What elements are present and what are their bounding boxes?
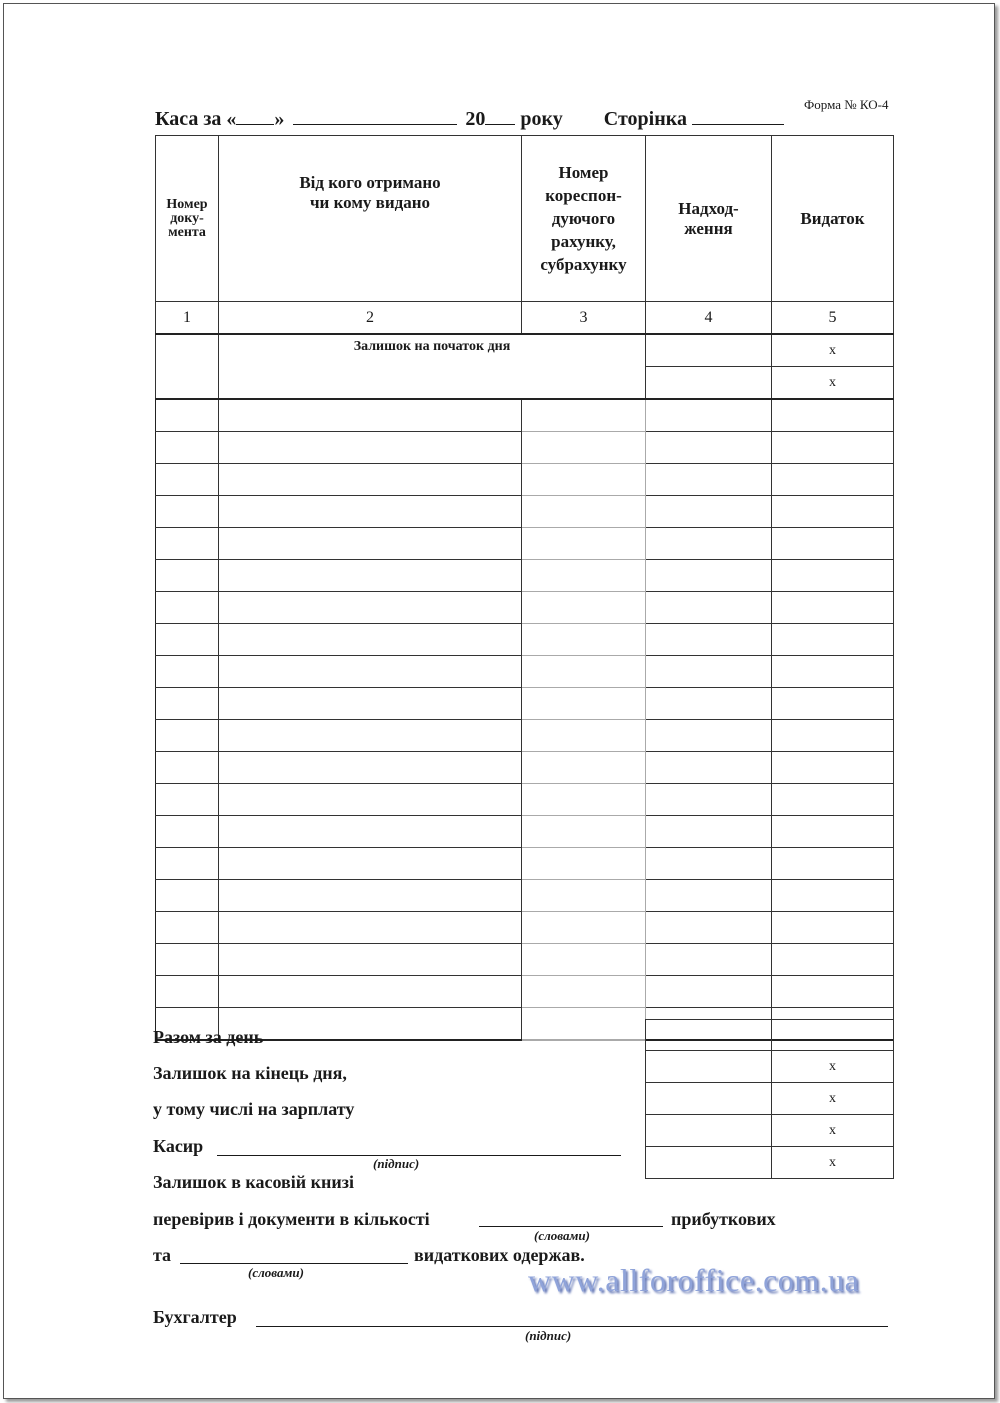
expenses-received-label: видаткових одержав.	[414, 1245, 585, 1265]
cashier-label: Касир	[153, 1136, 204, 1156]
income-cell[interactable]	[646, 976, 772, 1008]
expense-cell[interactable]	[772, 912, 894, 944]
salary-income[interactable]	[646, 1083, 772, 1115]
receipts-count-line[interactable]	[479, 1226, 663, 1227]
table-row	[156, 656, 894, 688]
expense-cell[interactable]	[772, 560, 894, 592]
expense-cell[interactable]	[772, 944, 894, 976]
expense-cell[interactable]	[772, 496, 894, 528]
table-row	[156, 944, 894, 976]
table-row	[156, 880, 894, 912]
income-cell[interactable]	[646, 432, 772, 464]
expenses-words-hint: (словами)	[248, 1265, 304, 1280]
counterparty-cell[interactable]	[219, 656, 522, 688]
doc-number-cell[interactable]	[156, 432, 219, 464]
account-cell[interactable]	[522, 880, 646, 912]
doc-number-cell[interactable]	[156, 496, 219, 528]
counterparty-cell[interactable]	[219, 432, 522, 464]
opening-balance-cross-2: x	[772, 367, 894, 400]
extra-cross-2: x	[772, 1147, 894, 1179]
cashbook-balance-label: Залишок в касовій книзі	[153, 1172, 354, 1192]
table-row	[156, 592, 894, 624]
year-field[interactable]	[485, 106, 515, 125]
opening-balance-income-cell-2[interactable]	[646, 367, 772, 400]
salary-row	[646, 1083, 894, 1115]
day-field[interactable]	[236, 106, 274, 125]
table-row	[156, 976, 894, 1008]
income-cell[interactable]	[646, 399, 772, 432]
counterparty-cell[interactable]	[219, 912, 522, 944]
income-cell[interactable]	[646, 944, 772, 976]
income-cell[interactable]	[646, 880, 772, 912]
account-cell[interactable]	[522, 912, 646, 944]
opening-balance-row-1	[156, 334, 894, 367]
closing-balance-row	[646, 1051, 894, 1083]
account-cell[interactable]	[522, 720, 646, 752]
expense-cell[interactable]	[772, 464, 894, 496]
doc-number-cell[interactable]	[156, 880, 219, 912]
account-cell[interactable]	[522, 656, 646, 688]
account-cell[interactable]	[522, 848, 646, 880]
page-label: Сторінка	[603, 108, 687, 130]
daily-total-label: Разом за день	[153, 1027, 264, 1047]
expense-cell[interactable]	[772, 432, 894, 464]
header-row	[156, 136, 894, 302]
income-cell[interactable]	[646, 816, 772, 848]
income-cell[interactable]	[646, 848, 772, 880]
opening-balance-label: Залишок на початок дня	[219, 334, 646, 399]
counterparty-cell[interactable]	[219, 496, 522, 528]
counterparty-cell[interactable]	[219, 784, 522, 816]
cashier-signature-hint: (підпис)	[373, 1156, 420, 1171]
col-header-doc-number: Номер доку- мента	[156, 136, 219, 302]
col-number-2: 2	[219, 302, 522, 335]
entry-rows	[156, 399, 894, 1040]
counterparty-cell[interactable]	[219, 880, 522, 912]
expense-cell[interactable]	[772, 592, 894, 624]
table-row	[156, 720, 894, 752]
table-row	[156, 464, 894, 496]
doc-number-cell[interactable]	[156, 399, 219, 432]
income-cell[interactable]	[646, 688, 772, 720]
salary-cross: x	[772, 1083, 894, 1115]
counterparty-cell[interactable]	[219, 560, 522, 592]
income-cell[interactable]	[646, 720, 772, 752]
closing-balance-label: Залишок на кінець дня,	[153, 1063, 347, 1083]
month-field[interactable]	[293, 106, 457, 125]
col-number-4: 4	[646, 302, 772, 335]
daily-total-row	[646, 1020, 894, 1051]
doc-number-cell[interactable]	[156, 560, 219, 592]
table-row	[156, 912, 894, 944]
account-cell[interactable]	[522, 816, 646, 848]
year-prefix: 20	[465, 108, 486, 130]
doc-number-cell[interactable]	[156, 944, 219, 976]
receipts-label: прибуткових	[671, 1209, 776, 1229]
doc-number-cell[interactable]	[156, 592, 219, 624]
table-row	[156, 848, 894, 880]
income-cell[interactable]	[646, 656, 772, 688]
income-cell[interactable]	[646, 752, 772, 784]
opening-balance-doc-cell[interactable]	[156, 334, 219, 399]
counterparty-cell[interactable]	[219, 592, 522, 624]
counterparty-cell[interactable]	[219, 688, 522, 720]
table-row	[156, 560, 894, 592]
table-row	[156, 624, 894, 656]
header-line	[155, 106, 784, 131]
kasa-quote-close: »	[274, 108, 285, 130]
expense-cell[interactable]	[772, 528, 894, 560]
account-cell[interactable]	[522, 528, 646, 560]
expense-cell[interactable]	[772, 848, 894, 880]
doc-number-cell[interactable]	[156, 720, 219, 752]
counterparty-cell[interactable]	[219, 528, 522, 560]
col-header-expense: Видаток	[772, 136, 894, 302]
income-cell[interactable]	[646, 912, 772, 944]
expense-cell[interactable]	[772, 816, 894, 848]
closing-balance-income[interactable]	[646, 1051, 772, 1083]
extra-row-1	[646, 1115, 894, 1147]
account-cell[interactable]	[522, 784, 646, 816]
expense-cell[interactable]	[772, 720, 894, 752]
expense-cell[interactable]	[772, 880, 894, 912]
account-cell[interactable]	[522, 592, 646, 624]
income-cell[interactable]	[646, 624, 772, 656]
account-cell[interactable]	[522, 976, 646, 1008]
income-cell[interactable]	[646, 560, 772, 592]
account-cell[interactable]	[522, 496, 646, 528]
expense-cell[interactable]	[772, 976, 894, 1008]
account-cell[interactable]	[522, 624, 646, 656]
kasa-prefix: Каса за «	[155, 108, 237, 130]
table-row	[156, 688, 894, 720]
cash-ledger-table	[155, 135, 894, 1041]
doc-number-cell[interactable]	[156, 688, 219, 720]
expense-cell[interactable]	[772, 784, 894, 816]
year-suffix: року	[520, 108, 563, 130]
extra-income-1[interactable]	[646, 1115, 772, 1147]
account-cell[interactable]	[522, 560, 646, 592]
table-row	[156, 496, 894, 528]
accountant-label: Бухгалтер	[153, 1307, 237, 1327]
expense-cell[interactable]	[772, 624, 894, 656]
extra-income-2[interactable]	[646, 1147, 772, 1179]
account-cell[interactable]	[522, 944, 646, 976]
accountant-signature-hint: (підпис)	[525, 1328, 572, 1343]
column-number-row	[156, 302, 894, 335]
table-row	[156, 752, 894, 784]
col-number-3: 3	[522, 302, 646, 335]
opening-balance-cross-1: x	[772, 334, 894, 367]
account-cell[interactable]	[522, 399, 646, 432]
including-salary-label: у тому числі на зарплату	[153, 1099, 355, 1119]
counterparty-cell[interactable]	[219, 464, 522, 496]
doc-number-cell[interactable]	[156, 816, 219, 848]
table-row	[156, 399, 894, 432]
expense-cell[interactable]	[772, 399, 894, 432]
extra-row-2	[646, 1147, 894, 1179]
account-cell[interactable]	[522, 1008, 646, 1041]
and-label: та	[153, 1245, 172, 1265]
expense-cell[interactable]	[772, 752, 894, 784]
receipts-words-hint: (словами)	[534, 1228, 590, 1243]
watermark: www.allforoffice.com.ua	[528, 1262, 860, 1298]
account-cell[interactable]	[522, 688, 646, 720]
col-header-account: Номер кореспон- дуючого рахунку, субрахунку	[522, 136, 646, 302]
doc-number-cell[interactable]	[156, 528, 219, 560]
col-header-counterparty: Від кого отримано чи кому видано	[219, 136, 522, 302]
accountant-signature-line[interactable]	[256, 1326, 888, 1327]
totals-table	[645, 1019, 894, 1179]
counterparty-cell[interactable]	[219, 848, 522, 880]
doc-number-cell[interactable]	[156, 464, 219, 496]
form-number: Форма № КО-4	[804, 97, 889, 112]
extra-cross-1: x	[772, 1115, 894, 1147]
counterparty-cell[interactable]	[219, 399, 522, 432]
expenses-count-line[interactable]	[180, 1263, 408, 1264]
doc-number-cell[interactable]	[156, 848, 219, 880]
table-row	[156, 784, 894, 816]
doc-number-cell[interactable]	[156, 752, 219, 784]
counterparty-cell[interactable]	[219, 816, 522, 848]
doc-number-cell[interactable]	[156, 912, 219, 944]
counterparty-cell[interactable]	[219, 752, 522, 784]
daily-total-income[interactable]	[646, 1020, 772, 1051]
income-cell[interactable]	[646, 592, 772, 624]
income-cell[interactable]	[646, 784, 772, 816]
counterparty-cell[interactable]	[219, 944, 522, 976]
counterparty-cell[interactable]	[219, 624, 522, 656]
account-cell[interactable]	[522, 432, 646, 464]
table-row	[156, 528, 894, 560]
income-cell[interactable]	[646, 496, 772, 528]
account-cell[interactable]	[522, 464, 646, 496]
doc-number-cell[interactable]	[156, 784, 219, 816]
doc-number-cell[interactable]	[156, 624, 219, 656]
income-cell[interactable]	[646, 464, 772, 496]
col-number-5: 5	[772, 302, 894, 335]
doc-number-cell[interactable]	[156, 976, 219, 1008]
table-row	[156, 432, 894, 464]
account-cell[interactable]	[522, 752, 646, 784]
page-field[interactable]	[692, 106, 784, 125]
counterparty-cell[interactable]	[219, 976, 522, 1008]
opening-balance-income-cell[interactable]	[646, 334, 772, 367]
income-cell[interactable]	[646, 528, 772, 560]
doc-number-cell[interactable]	[156, 656, 219, 688]
expense-cell[interactable]	[772, 688, 894, 720]
daily-total-expense[interactable]	[772, 1020, 894, 1051]
closing-balance-cross: x	[772, 1051, 894, 1083]
col-header-income: Надход- ження	[646, 136, 772, 302]
col-number-1: 1	[156, 302, 219, 335]
checked-docs-label: перевірив і документи в кількості	[153, 1209, 430, 1229]
table-row	[156, 816, 894, 848]
expense-cell[interactable]	[772, 656, 894, 688]
counterparty-cell[interactable]	[219, 720, 522, 752]
counterparty-cell[interactable]	[219, 1008, 522, 1041]
